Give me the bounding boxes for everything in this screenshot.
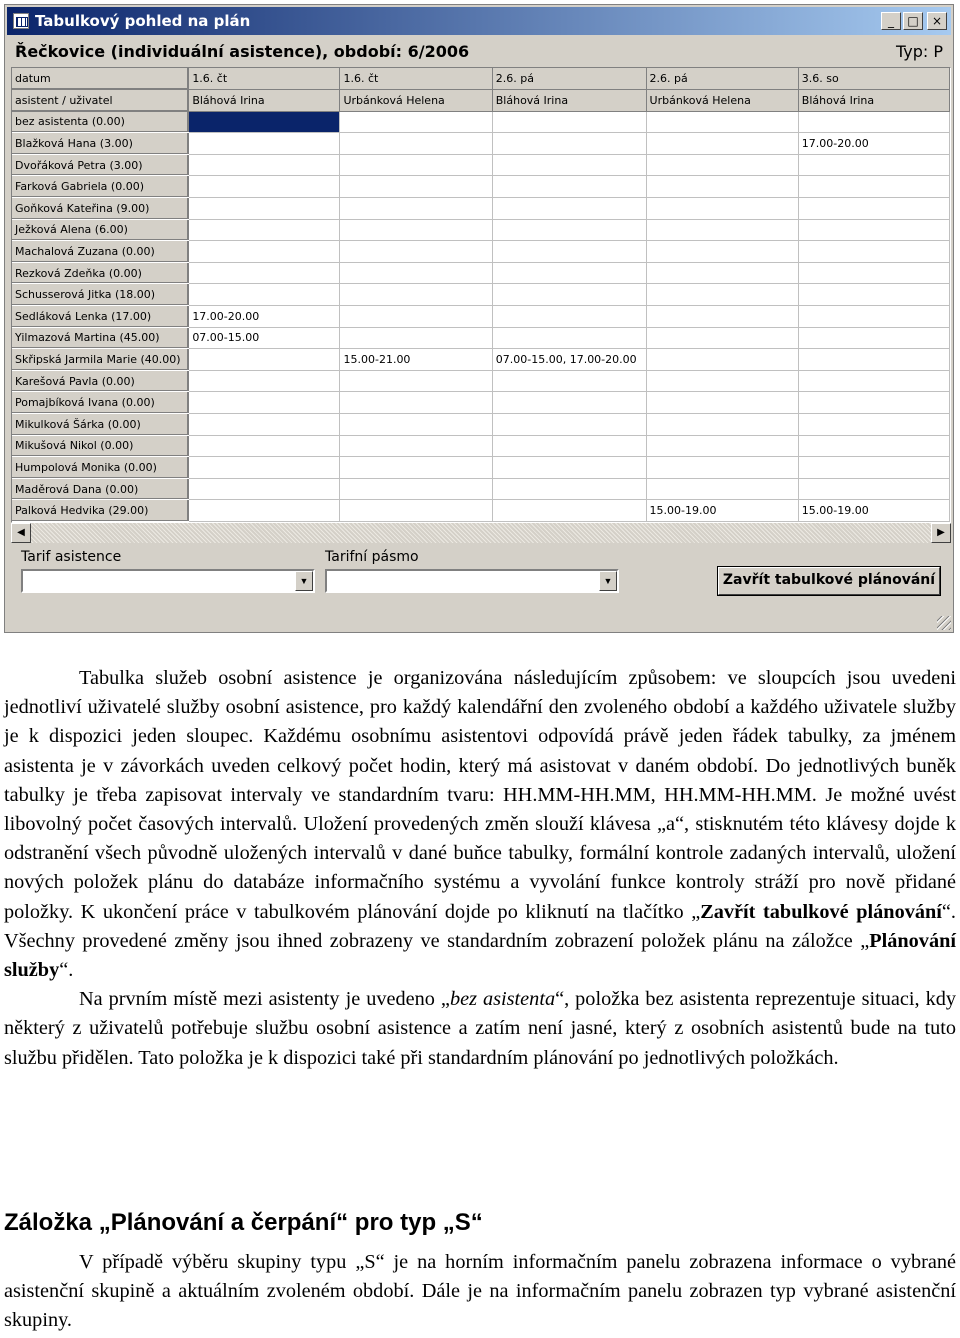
table-row [12,241,950,263]
grid-cell[interactable] [189,500,340,522]
header-row-user [12,90,950,112]
grid-cell[interactable] [798,219,949,241]
close-window-button[interactable]: × [927,12,947,30]
grid-cell[interactable]: 15.00-19.00 [798,500,949,522]
grid-cell[interactable] [798,478,949,500]
info-panel [7,37,951,67]
grid-cell[interactable] [189,478,340,500]
grid-cell[interactable] [492,176,646,198]
grid-cell[interactable] [340,414,492,436]
p1-bold-close: Zavřít tabulkové plánování [700,900,942,923]
table-row [12,349,950,371]
grid-cell[interactable]: 07.00-15.00 [189,327,340,349]
tarif-label: Tarif asistence [21,549,122,565]
grid-cell[interactable] [798,198,949,220]
grid-cell[interactable] [340,457,492,479]
assistant-name: Sedláková Lenka (17.00) [12,306,189,328]
table-row [12,457,950,479]
grid-cell[interactable] [189,414,340,436]
table-row [12,414,950,436]
grid-cell[interactable] [798,392,949,414]
column-user[interactable]: Bláhová Irina [492,90,646,112]
grid-cell[interactable] [340,241,492,263]
grid-cell[interactable] [646,306,798,328]
grid-cell[interactable] [492,262,646,284]
grid-cell[interactable] [189,219,340,241]
grid-cell[interactable] [189,370,340,392]
grid-cell[interactable] [189,262,340,284]
table-row [12,327,950,349]
grid-cell[interactable] [189,198,340,220]
table-row [12,111,950,133]
grid-cell[interactable] [492,133,646,155]
grid-cell[interactable] [340,500,492,522]
paragraph-2 [4,985,956,1073]
table-row [12,154,950,176]
grid-cell[interactable] [798,241,949,263]
grid-cell[interactable] [340,219,492,241]
plan-table [12,68,950,522]
column-date[interactable]: 3.6. so [798,68,949,90]
title-bar[interactable] [7,7,951,35]
table-row [12,478,950,500]
tabular-plan-window [4,4,954,633]
paragraph-1 [4,664,956,985]
grid-cell[interactable] [646,133,798,155]
column-date[interactable]: 1.6. čt [340,68,492,90]
scroll-right-icon[interactable]: ▶ [931,523,951,543]
grid-cell[interactable] [340,198,492,220]
pasmo-select[interactable] [325,569,619,593]
grid-cell[interactable] [646,241,798,263]
grid-cell[interactable] [492,219,646,241]
grid-cell[interactable] [646,262,798,284]
assistant-name: Goňková Kateřina (9.00) [12,198,189,220]
table-icon [13,13,29,29]
grid-cell[interactable] [340,111,492,133]
scroll-left-icon[interactable]: ◀ [11,523,31,543]
p1-text-2: “. Všechny provedené změny jsou ihned zobrazeny ve standardním zobrazení položek plánu na záložce „ [4,900,956,952]
assistant-name: Palková Hedvika (29.00) [12,500,189,522]
description-block-2 [4,1248,956,1336]
column-user[interactable]: Bláhová Irina [189,90,340,112]
grid-cell[interactable] [798,457,949,479]
grid-cell[interactable] [492,284,646,306]
assistant-name: Dvořáková Petra (3.00) [12,154,189,176]
p2-italic: bez asistenta [449,988,556,1011]
assistant-name: Blažková Hana (3.00) [12,133,189,155]
table-row [12,219,950,241]
grid-cell[interactable] [646,435,798,457]
grid-cell[interactable] [492,306,646,328]
grid-cell[interactable]: 17.00-20.00 [189,306,340,328]
grid-cell[interactable] [798,176,949,198]
description-block [4,664,956,1073]
grid-cell[interactable] [646,478,798,500]
grid-cell[interactable] [646,414,798,436]
section-heading: Záložka „Plánování a čerpání“ pro typ „S“ [4,1209,483,1236]
grid-cell[interactable] [798,349,949,371]
assistant-name: Ježková Alena (6.00) [12,219,189,241]
grid-cell[interactable] [646,284,798,306]
assistant-name: Mikulková Šárka (0.00) [12,414,189,436]
grid-cell[interactable] [646,198,798,220]
grid-cell[interactable] [798,154,949,176]
grid-cell[interactable] [646,327,798,349]
grid-cell[interactable] [492,392,646,414]
assistant-name: Farková Gabriela (0.00) [12,176,189,198]
horizontal-scrollbar[interactable] [11,523,951,543]
grid-cell[interactable] [340,262,492,284]
table-row [12,392,950,414]
grid-cell[interactable] [798,327,949,349]
pasmo-label: Tarifní pásmo [325,549,419,565]
assistant-name: Schusserová Jitka (18.00) [12,284,189,306]
chevron-down-icon[interactable]: ▼ [295,571,313,591]
minimize-button[interactable]: _ [881,12,901,30]
grid-cell[interactable] [646,349,798,371]
group-period-label: Řečkovice (individuální asistence), období: 6/2006 [15,42,470,61]
assistant-name: Mikušová Nikol (0.00) [12,435,189,457]
table-row [12,500,950,522]
grid-cell[interactable] [492,154,646,176]
grid-cell[interactable] [646,154,798,176]
grid-cell[interactable] [492,478,646,500]
grid-cell[interactable] [798,262,949,284]
chevron-down-icon[interactable]: ▼ [599,571,617,591]
grid-cell[interactable] [189,241,340,263]
grid-cell[interactable] [189,176,340,198]
tarif-select[interactable] [21,569,315,593]
p1-text-3: “. [59,959,74,982]
grid-cell[interactable] [798,370,949,392]
header-row-date [12,68,950,90]
column-user[interactable]: Urbánková Helena [340,90,492,112]
plan-grid[interactable] [11,67,951,523]
window-title: Tabulkový pohled na plán [35,12,251,30]
grid-cell[interactable]: 17.00-20.00 [798,133,949,155]
grid-cell[interactable] [492,241,646,263]
grid-cell[interactable] [492,435,646,457]
grid-cell[interactable] [340,327,492,349]
grid-cell[interactable] [646,111,798,133]
grid-cell[interactable] [646,370,798,392]
grid-cell[interactable] [189,457,340,479]
p2-text: Na prvním místě mezi asistenty je uvedeno „ [79,988,450,1011]
grid-cell[interactable] [189,133,340,155]
assistant-name: Yilmazová Martina (45.00) [12,327,189,349]
grid-cell[interactable] [340,392,492,414]
assistant-name: bez asistenta (0.00) [12,111,189,133]
table-row [12,262,950,284]
maximize-button[interactable]: □ [903,12,923,30]
grid-cell[interactable] [492,198,646,220]
table-row [12,435,950,457]
grid-cell[interactable] [189,435,340,457]
column-date[interactable]: 2.6. pá [646,68,798,90]
grid-cell[interactable] [340,133,492,155]
grid-cell[interactable] [798,284,949,306]
grid-cell[interactable] [189,392,340,414]
grid-cell[interactable] [646,392,798,414]
grid-cell[interactable] [189,154,340,176]
assistant-name: Pomajbíková Ivana (0.00) [12,392,189,414]
grid-cell[interactable]: 15.00-21.00 [340,349,492,371]
table-row [12,198,950,220]
table-row [12,133,950,155]
assistant-name: Maděrová Dana (0.00) [12,478,189,500]
grid-cell[interactable]: 15.00-19.00 [646,500,798,522]
column-date[interactable]: 2.6. pá [492,68,646,90]
grid-cell[interactable] [340,284,492,306]
grid-cell[interactable] [340,154,492,176]
grid-cell[interactable] [798,414,949,436]
assistant-name: Rezková Zdeňka (0.00) [12,262,189,284]
assistant-name: Humpolová Monika (0.00) [12,457,189,479]
close-plan-button[interactable]: Zavřít tabulkové plánování [718,567,940,595]
grid-cell[interactable] [340,176,492,198]
column-user[interactable]: Bláhová Irina [798,90,949,112]
p2-text-2: “, položka bez asistenta reprezentuje situaci, kdy některý z uživatelů potřebuje službu osobní asistence a zatím není jasné, který z osobních asistentů bude na tuto službu přidělen. Tato položka je k dispozici také při standardním plánování po jednotlivých položkách. [4,988,957,1069]
table-row [12,370,950,392]
paragraph-3: V případě výběru skupiny typu „S“ je na horním informačním panelu zobrazena informace o vybrané asistenční skupině a aktuálním zvoleném období. Dále je na informačním panelu zobrazen typ vybrané asistenční skupiny. [4,1251,956,1332]
grid-cell[interactable] [492,414,646,436]
grid-cell[interactable] [646,457,798,479]
table-row [12,284,950,306]
assistant-name: Skřipská Jarmila Marie (40.00) [12,349,189,371]
grid-cell[interactable] [646,176,798,198]
grid-cell[interactable] [492,111,646,133]
table-row [12,306,950,328]
group-type-label: Typ: P [895,42,943,61]
grid-cell[interactable] [492,500,646,522]
grid-cell[interactable] [340,370,492,392]
corner-user-label: asistent / uživatel [12,90,189,112]
column-user[interactable]: Urbánková Helena [646,90,798,112]
grid-cell[interactable] [492,457,646,479]
assistant-name: Karešová Pavla (0.00) [12,370,189,392]
corner-date-label: datum [12,68,189,90]
grid-cell[interactable]: 07.00-15.00, 17.00-20.00 [492,349,646,371]
p1-text: Tabulka služeb osobní asistence je organizována následujícím způsobem: ve sloupcích jsou uvedeni jednotliví uživatelé služby osobní asistence, pro každý kalendářní den zvoleného období a každého uživatele služby je k dispozici jeden sloupec. Každému osobnímu asistentovi odpovídá právě jeden řádek tabulky, za jménem asistenta je v závorkách uveden celkový počet hodin, který má asistovat v daném období. Do jednotlivých buněk tabulky je třeba zapisovat intervaly ve standardním tvaru: HH.MM-HH.MM, HH.MM-HH.MM. Je možné uvést libovolný počet časových intervalů. Uložení provedených změn slouží klávesa „a“, stisknutém této klávesy dojde k odstranění všech původně uložených intervalů v dané buňce tabulky, formální kontrole zadaných intervalů, uložení nových položek plánu do databáze informačního systému a vyvolání funkce kontroly stráží pro nově přidané položky. K ukončení práce v tabulkovém plánování dojde po kliknutí na tlačítko „ [4,667,956,923]
p1-bold-planning: Plánování služby [4,929,956,982]
grid-cell[interactable] [492,370,646,392]
grid-cell[interactable] [798,306,949,328]
table-row [12,176,950,198]
grid-cell[interactable] [646,219,798,241]
column-date[interactable]: 1.6. čt [189,68,340,90]
grid-cell[interactable] [340,306,492,328]
grid-cell[interactable] [492,327,646,349]
grid-cell[interactable] [189,349,340,371]
grid-cell[interactable] [189,111,340,133]
resize-grip-icon[interactable] [937,616,951,630]
assistant-name: Machalová Zuzana (0.00) [12,241,189,263]
grid-cell[interactable] [798,435,949,457]
grid-cell[interactable] [340,435,492,457]
grid-cell[interactable] [189,284,340,306]
grid-cell[interactable] [798,111,949,133]
grid-cell[interactable] [340,478,492,500]
